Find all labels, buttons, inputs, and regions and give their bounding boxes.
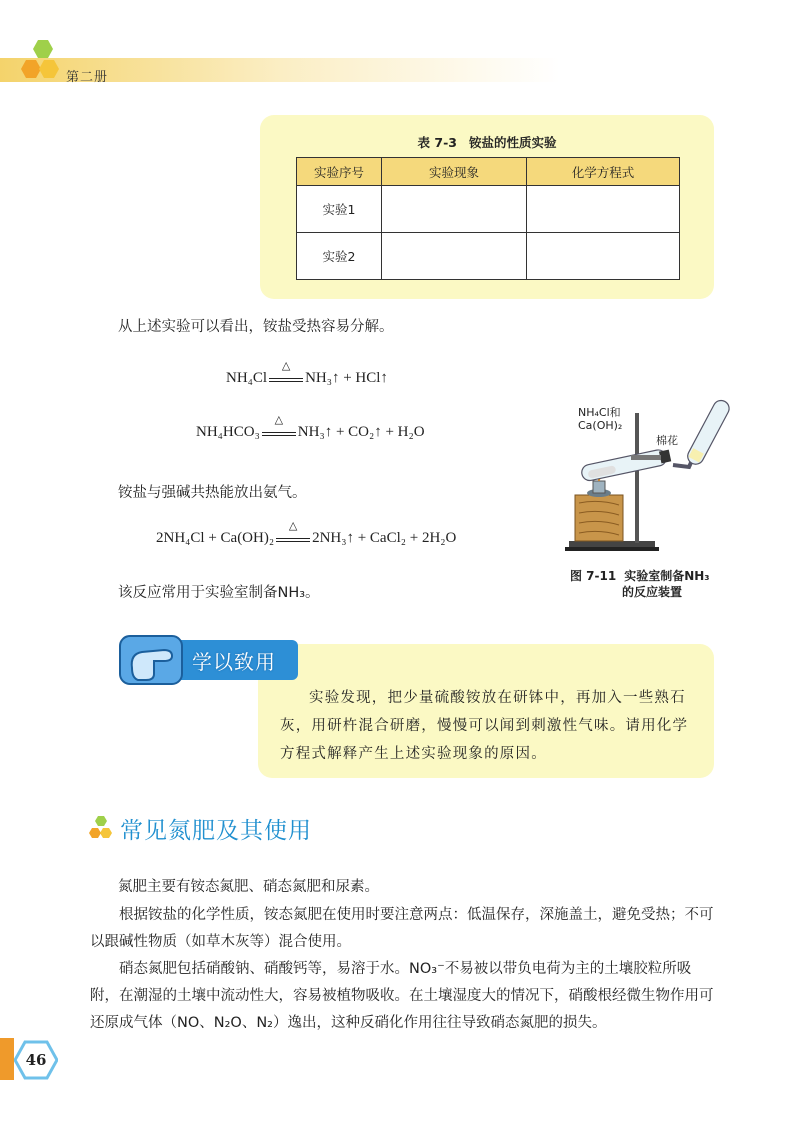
- hexagon-section-icon: [88, 815, 116, 843]
- table-cell-id: 实验2: [297, 233, 382, 280]
- table-cell-equation: [527, 233, 680, 280]
- equation-3: [156, 518, 457, 547]
- table-number: 表 7-3: [417, 135, 457, 150]
- heat-symbol: △: [288, 518, 298, 532]
- ammonia-apparatus-illustration: [565, 395, 735, 560]
- section-paragraph-3: 硝态氮肥包括硝酸钠、硝酸钙等，易溶于水。NO₃⁻不易被以带负电荷为主的土壤胶粒所吸附，在潮湿的土壤中流动性大，容易被植物吸收。在土壤湿度大的情况下，硝酸根经微生物作用可还原成气体（NO、N₂O、N₂）逸出，这种反硝化作用往往导致硝态氮肥的损失。: [90, 961, 714, 1031]
- section-title: 常见氮肥及其使用: [120, 818, 312, 844]
- table-row: [297, 233, 680, 280]
- table-cell-equation: [527, 186, 680, 233]
- apply-text: 实验发现，把少量硫酸铵放在研钵中，再加入一些熟石灰，用研杵混合研磨，慢慢可以闻到刺激性气味。请用化学方程式解释产生上述实验现象的原因。: [280, 690, 689, 762]
- table-header-row: [297, 158, 680, 186]
- figure-caption-line-1: 实验室制备NH₃: [624, 569, 710, 583]
- column-header: 实验序号: [297, 158, 382, 186]
- figure-caption-line-2: 的反应装置: [622, 585, 683, 599]
- figure-label-reagent-2: Ca(OH)₂: [578, 419, 623, 432]
- table-cell-phenomenon: [381, 233, 526, 280]
- table-title: 铵盐的性质实验: [468, 135, 557, 150]
- figure-label-cotton: 棉花: [656, 434, 678, 447]
- heat-equals-sign: [269, 358, 303, 386]
- table-cell-id: 实验1: [297, 186, 382, 233]
- page-number: 46: [25, 1051, 47, 1069]
- equation-1-right: NH₃↑ + HCl↑: [305, 370, 388, 386]
- equation-1: [226, 358, 388, 387]
- paragraph-lab-prep: 该反应常用于实验室制备NH₃。: [118, 585, 320, 601]
- apply-title: 学以致用: [192, 650, 276, 674]
- table-panel: [260, 115, 714, 299]
- equation-1-left: NH₄Cl: [226, 370, 268, 386]
- figure-label-reagent: NH₄Cl和: [578, 406, 621, 419]
- header-band: [0, 58, 800, 82]
- column-header: 化学方程式: [527, 158, 680, 186]
- equation-2-right: NH₃↑ + CO₂↑ + H₂O: [297, 424, 425, 440]
- section-paragraph-1: 氮肥主要有铵态氮肥、硝态氮肥和尿素。: [118, 879, 379, 895]
- heat-equals-sign: [262, 412, 296, 440]
- heat-equals-sign: [276, 518, 310, 546]
- figure-caption: [570, 568, 760, 600]
- page-edge-bar: [0, 1038, 14, 1080]
- section-paragraph-2: 根据铵盐的化学性质，铵态氮肥在使用时要注意两点：低温保存，深施盖土，避免受热；不可以跟碱性物质（如草木灰等）混合使用。: [90, 907, 714, 950]
- figure-number: 图 7-11: [570, 569, 617, 583]
- property-table: [296, 157, 680, 280]
- table-row: [297, 186, 680, 233]
- book-label: 第二册: [66, 70, 109, 85]
- equation-2-left: NH₄HCO₃: [196, 424, 260, 440]
- table-cell-phenomenon: [381, 186, 526, 233]
- equation-3-left: 2NH₄Cl + Ca(OH)₂: [156, 530, 275, 546]
- equation-3-right: 2NH₃↑ + CaCl₂ + 2H₂O: [312, 530, 457, 546]
- paragraph-ammonia: 铵盐与强碱共热能放出氨气。: [118, 485, 307, 501]
- paragraph-decomposition: 从上述实验可以看出，铵盐受热容易分解。: [118, 319, 394, 335]
- column-header: 实验现象: [381, 158, 526, 186]
- heat-symbol: △: [274, 412, 284, 426]
- table-caption: [260, 133, 714, 151]
- equation-2: [196, 412, 425, 441]
- heat-symbol: △: [281, 358, 291, 372]
